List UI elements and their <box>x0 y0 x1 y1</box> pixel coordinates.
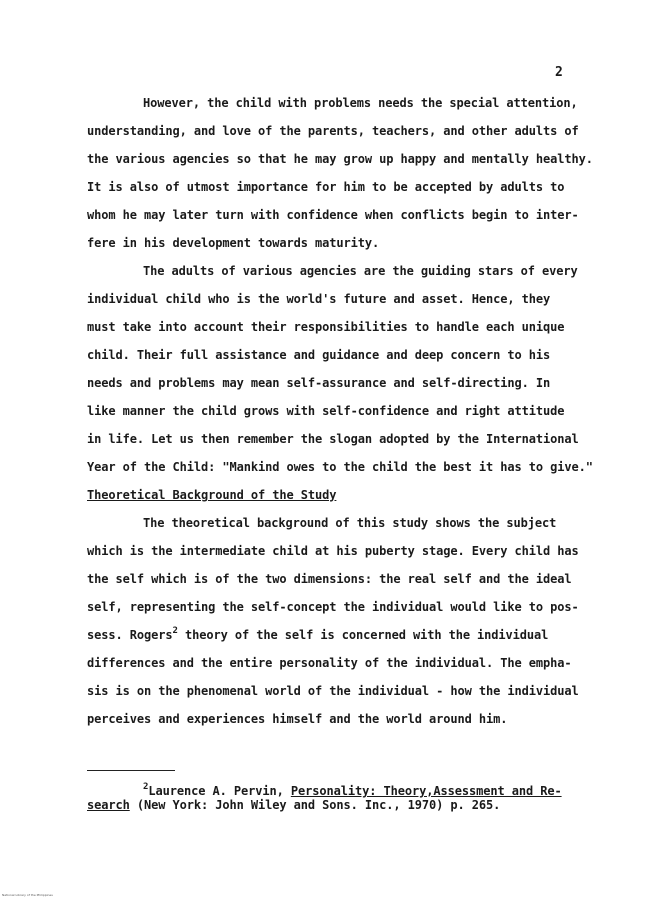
paragraph-line: the various agencies so that he may grow up happy and mentally healthy. <box>87 152 593 166</box>
paragraph-line: sis is on the phenomenal world of the individual - how the individual <box>87 684 579 698</box>
rogers-text-after: theory of the self is concerned with the individual <box>177 628 549 642</box>
paragraph-line: However, the child with problems needs the special attention, <box>143 96 578 110</box>
paragraph-line: Year of the Child: "Mankind owes to the child the best it has to give." <box>87 460 593 474</box>
footnote-citation: (New York: John Wiley and Sons. Inc., 1970) p. 265. <box>129 798 501 812</box>
paragraph-line: understanding, and love of the parents, teachers, and other adults of <box>87 124 579 138</box>
paragraph-line: The adults of various agencies are the guiding stars of every <box>143 264 578 278</box>
rogers-text-before: sess. Rogers <box>87 628 173 642</box>
footnote-rule <box>87 770 175 771</box>
paragraph-line: in life. Let us then remember the slogan adopted by the International <box>87 432 579 446</box>
paragraph-line: perceives and experiences himself and the world around him. <box>87 712 508 726</box>
library-footer: National Library of the Philippines <box>2 893 53 897</box>
section-heading: Theoretical Background of the Study <box>87 488 337 502</box>
paragraph-line: The theoretical background of this study shows the subject <box>143 516 557 530</box>
page-number: 2 <box>555 65 563 80</box>
footnote-number: 2 <box>143 782 149 792</box>
paragraph-line: needs and problems may mean self-assurance and self-directing. In <box>87 376 551 390</box>
paragraph-line-rogers <box>87 628 548 642</box>
paragraph-line: It is also of utmost importance for him to be accepted by adults to <box>87 180 565 194</box>
footnote-line-2 <box>87 798 500 812</box>
paragraph-line: self, representing the self-concept the individual would like to pos- <box>87 600 579 614</box>
footnote-author: Laurence A. Pervin, <box>148 784 291 798</box>
footnote-line-1 <box>143 784 562 798</box>
paragraph-line: fere in his development towards maturity. <box>87 236 380 250</box>
paragraph-line: the self which is of the two dimensions: the real self and the ideal <box>87 572 572 586</box>
paragraph-line: which is the intermediate child at his puberty stage. Every child has <box>87 544 579 558</box>
paragraph-line: like manner the child grows with self-confidence and right attitude <box>87 404 565 418</box>
paragraph-line: whom he may later turn with confidence when conflicts begin to inter- <box>87 208 579 222</box>
paragraph-line: must take into account their responsibilities to handle each unique <box>87 320 565 334</box>
paragraph-line: individual child who is the world's future and asset. Hence, they <box>87 292 551 306</box>
footnote-ref: 2 <box>172 626 178 636</box>
paragraph-line: differences and the entire personality of the individual. The empha- <box>87 656 572 670</box>
footnote-title-cont: search <box>87 798 130 812</box>
paragraph-line: child. Their full assistance and guidance and deep concern to his <box>87 348 551 362</box>
footnote-title: Personality: Theory,Assessment and Re- <box>290 784 562 798</box>
